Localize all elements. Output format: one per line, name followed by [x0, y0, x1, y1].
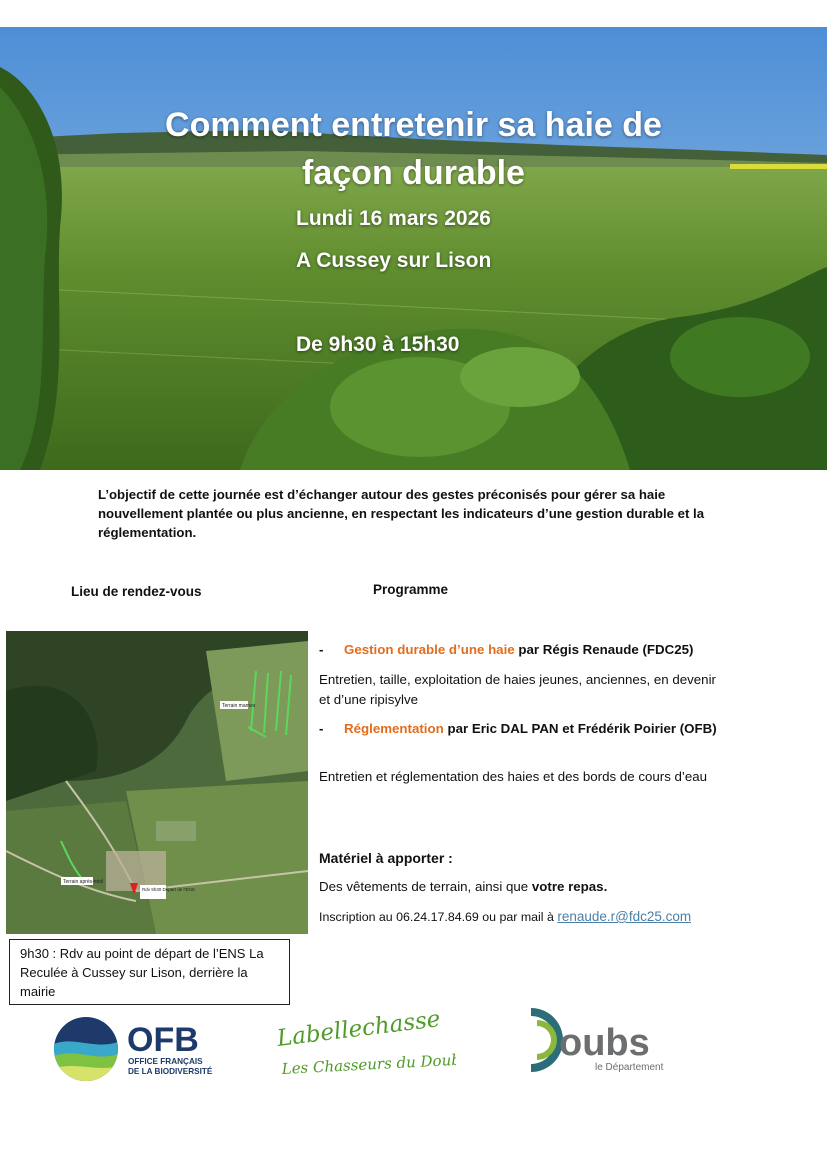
meeting-point-box: 9h30 : Rdv au point de départ de l’ENS La Reculée à Cussey sur Lison, derrière la mairie [9, 939, 290, 1005]
program-item-1 [319, 640, 739, 660]
event-title-line-1: Comment entretenir sa haie de [165, 106, 662, 144]
program-item-2-speaker: par Eric DAL PAN et Frédérik Poirier (OFB) [443, 721, 717, 736]
event-date: Lundi 16 mars 2026 [296, 207, 491, 230]
event-title [100, 101, 727, 197]
material-text-plain: Des vêtements de terrain, ainsi que [319, 879, 532, 894]
material-text-bold: votre repas. [531, 879, 608, 894]
intro-paragraph: L’objectif de cette journée est d’échanger autour des gestes préconisés pour gérer sa haie nouvellement plantée ou plus ancienne, en respectant les indicateurs d’une gestion durable et la réglementation. [98, 487, 705, 540]
labellechasse-logo-title: Labellechasse [276, 1012, 442, 1052]
program-item-1-dash: - [319, 642, 324, 657]
program-item-2 [319, 719, 739, 739]
labellechasse-logo-subtitle: Les Chasseurs du Doubs [281, 1050, 456, 1078]
map-label-terrain-apres-midi: Terrain après-midi [63, 879, 104, 885]
doubs-logo [531, 1006, 681, 1076]
map-label-rdv: Rdv 9h30 Départ de l’ENS [142, 887, 195, 892]
material-text [319, 877, 739, 897]
aerial-map [6, 631, 308, 934]
aerial-map-image [6, 631, 308, 934]
program-item-2-topic: Réglementation [344, 721, 444, 736]
labellechasse-logo [276, 1012, 456, 1082]
program-item-1-topic: Gestion durable d’une haie [344, 642, 515, 657]
program-item-2-description: Entretien et réglementation des haies et des bords de cours d’eau [319, 769, 708, 784]
ofb-logo-graphic [54, 1016, 224, 1082]
program-heading: Programme [373, 582, 449, 597]
program-item-2-dash: - [319, 721, 324, 736]
ofb-logo-line-1: OFFICE FRANÇAIS [128, 1057, 203, 1066]
hero-banner [0, 27, 827, 470]
map-label-terrain-marnes: Terrain marnes [222, 703, 256, 709]
doubs-logo-text: oubs [559, 1022, 650, 1064]
inscription-line [319, 907, 779, 927]
program-item-1-speaker: par Régis Renaude (FDC25) [514, 642, 694, 657]
program-item-1-description: Entretien, taille, exploitation de haies jeunes, anciennes, en devenir et d’une ripisylve [319, 672, 716, 707]
labellechasse-logo-graphic [276, 1012, 456, 1082]
event-title-line-2: façon durable [302, 154, 525, 192]
meeting-heading: Lieu de rendez-vous [71, 584, 202, 599]
event-time: De 9h30 à 15h30 [296, 333, 460, 356]
material-heading: Matériel à apporter : [319, 850, 453, 866]
ofb-logo [54, 1016, 224, 1082]
inscription-email-link[interactable]: renaude.r@fdc25.com [557, 909, 692, 924]
doubs-logo-subtitle: le Département [595, 1062, 664, 1073]
ofb-logo-text: OFB [127, 1021, 199, 1059]
event-place: A Cussey sur Lison [296, 249, 492, 272]
doubs-logo-graphic [531, 1006, 681, 1076]
inscription-text: Inscription au 06.24.17.84.69 ou par mail à [319, 910, 558, 924]
ofb-logo-line-2: DE LA BIODIVERSITÉ [128, 1067, 213, 1076]
